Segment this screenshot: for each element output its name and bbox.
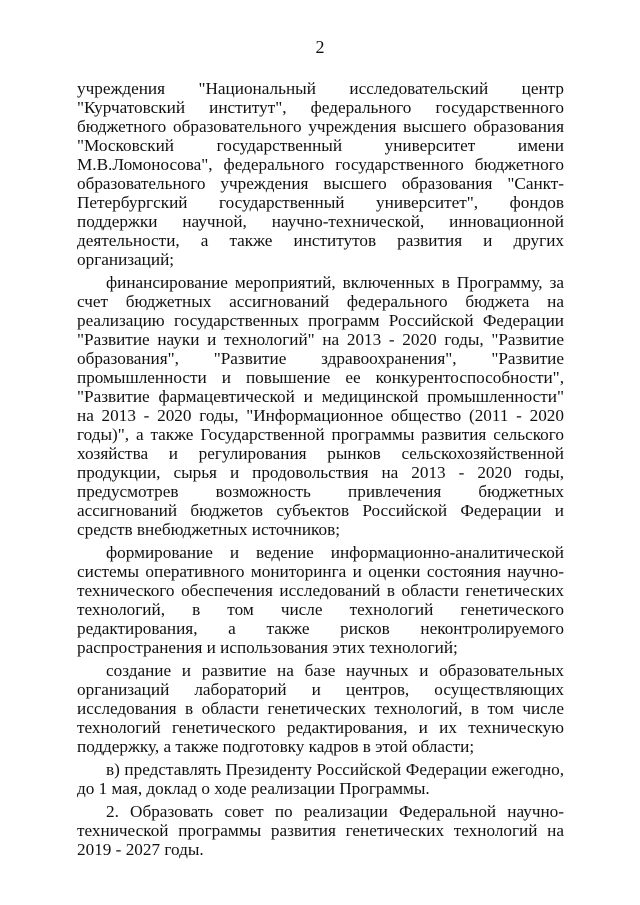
paragraph-council: 2. Образовать совет по реализации Федеральной научно-технической программы развития генетических технологий на 2019 - 2027 годы.: [77, 802, 564, 859]
paragraph-laboratories: создание и развитие на базе научных и образовательных организаций лабораторий и центров, осуществляющих исследования в области генетических технологий, в том числе технологий генетического редактирования, и их техническую поддержку, а также подготовку кадров в этой области;: [77, 661, 564, 756]
paragraph-institutions: учреждения "Национальный исследовательский центр "Курчатовский институт", федерального государственного бюджетного образовательного учреждения высшего образования "Московский государственный университет имени М.В.Ломоносова", федерального государственного бюджетного образовательного учреждения высшего образования "Санкт-Петербургский государственный университет", фондов поддержки научной, научно-технической, инновационной деятельности, а также институтов развития и других организаций;: [77, 79, 564, 269]
paragraph-financing: финансирование мероприятий, включенных в Программу, за счет бюджетных ассигнований федерального бюджета на реализацию государственных программ Российской Федерации "Развитие науки и технологий" на 2013 - 2020 годы, "Развитие образования", "Развитие здравоохранения", "Развитие промышленности и повышение ее конкурентоспособности", "Развитие фармацевтической и медицинской промышленности" на 2013 - 2020 годы, "Информационное общество (2011 - 2020 годы)", а также Государственной программы развития сельского хозяйства и регулирования рынков сельскохозяйственной продукции, сырья и продовольствия на 2013 - 2020 годы, предусмотрев возможность привлечения бюджетных ассигнований бюджетов субъектов Российской Федерации и средств внебюджетных источников;: [77, 273, 564, 539]
paragraph-report: в) представлять Президенту Российской Федерации ежегодно, до 1 мая, доклад о ходе реализации Программы.: [77, 760, 564, 798]
document-body: [77, 79, 564, 859]
page-number: 2: [315, 37, 325, 57]
paragraph-monitoring-system: формирование и ведение информационно-аналитической системы оперативного мониторинга и оценки состояния научно-технического обеспечения исследований в области генетических технологий, в том числе технологий генетического редактирования, а также рисков неконтролируемого распространения и использования этих технологий;: [77, 543, 564, 657]
